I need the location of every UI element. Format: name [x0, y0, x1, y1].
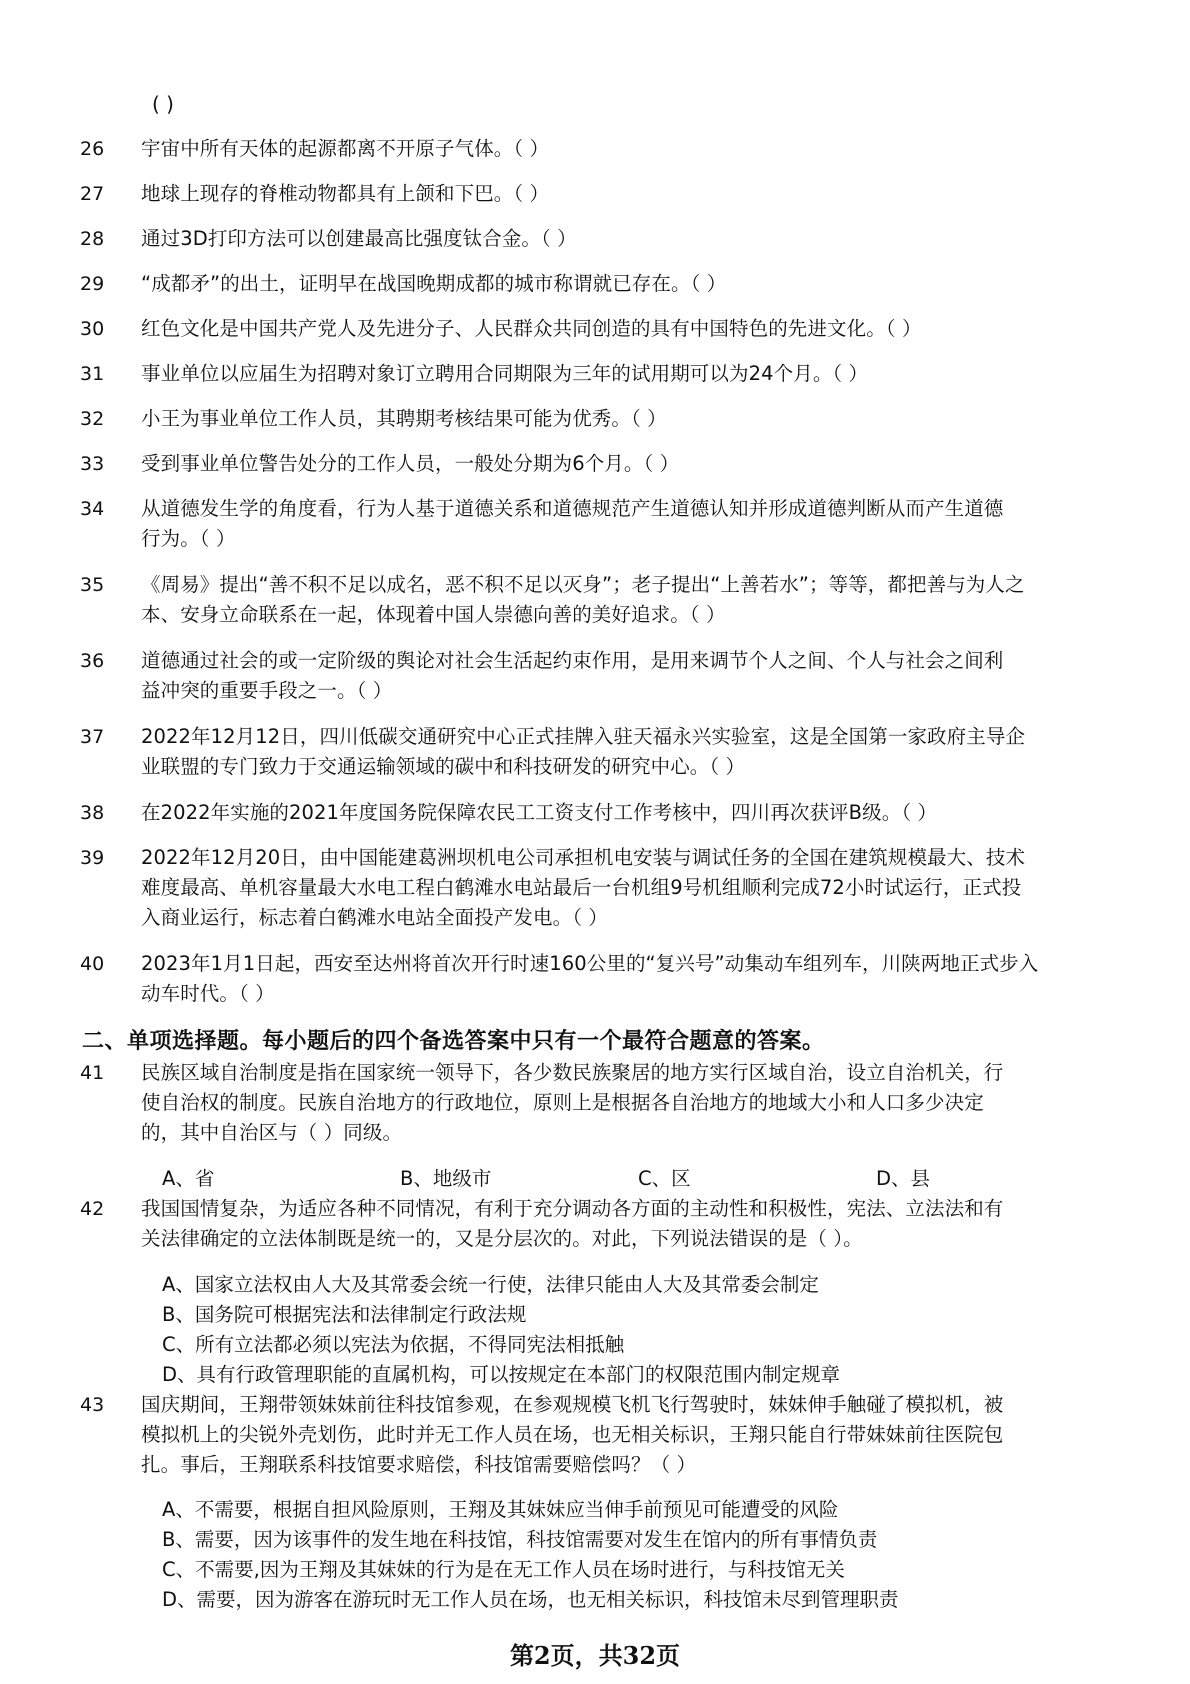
- question-text-line-1: 2023年1月1日起，西安至达州将首次开行时速160公里的“复兴号”动集动车组列车，川陕两地正式步入: [141, 952, 1039, 975]
- question-number: 34: [80, 498, 105, 520]
- question-number: 30: [80, 318, 105, 340]
- question-text-line-2: 使自治权的制度。民族自治地方的行政地位，原则上是根据各自治地方的地域大小和人口多少决定: [141, 1091, 984, 1114]
- question-number: 33: [80, 453, 105, 475]
- question-text-line-1: 2022年12月20日，由中国能建葛洲坝机电公司承担机电安装与调试任务的全国在建筑规模最大、技术: [141, 846, 1026, 869]
- question-number: 41: [80, 1062, 105, 1084]
- question-text-line-1: 《周易》提出“善不积不足以成名，恶不积不足以灭身”；老子提出“上善若水”；等等，都把善与为人之: [141, 573, 1025, 596]
- question-number: 28: [80, 228, 105, 250]
- question-number: 43: [80, 1394, 105, 1416]
- question-number: 36: [80, 650, 105, 672]
- question-text-line-1: 从道德发生学的角度看，行为人基于道德关系和道德规范产生道德认知并形成道德判断从而产生道德: [141, 497, 1004, 520]
- option-a: A、不需要，根据自担风险原则，王翔及其妹妹应当伸手前预见可能遭受的风险: [162, 1498, 839, 1521]
- question-text: 在2022年实施的2021年度国务院保障农民工工资支付工作考核中，四川再次获评B级。（ ）: [141, 801, 938, 824]
- question-text: 红色文化是中国共产党人及先进分子、人民群众共同创造的具有中国特色的先进文化。（ ）: [141, 317, 922, 340]
- question-number: 27: [80, 183, 105, 205]
- question-text-line-1: 民族区域自治制度是指在国家统一领导下，各少数民族聚居的地方实行区域自治，设立自治机关，行: [141, 1061, 1004, 1084]
- question-text: 事业单位以应届生为招聘对象订立聘用合同期限为三年的试用期可以为24个月。（ ）: [141, 362, 869, 385]
- page-footer: 第2页，共32页: [509, 1641, 681, 1670]
- option-d: D、具有行政管理职能的直属机构，可以按规定在本部门的权限范围内制定规章: [162, 1363, 841, 1386]
- question-text-line-1: 道德通过社会的或一定阶级的舆论对社会生活起约束作用，是用来调节个人之间、个人与社会之间利: [141, 649, 1004, 672]
- question-number: 38: [80, 802, 105, 824]
- option-d: D、需要，因为游客在游玩时无工作人员在场，也无相关标识，科技馆未尽到管理职责: [162, 1588, 899, 1611]
- question-number: 29: [80, 273, 105, 295]
- option-c: C、不需要,因为王翔及其妹妹的行为是在无工作人员在场时进行，与科技馆无关: [162, 1558, 845, 1581]
- question-number: 40: [80, 953, 105, 975]
- question-text-line-1: 我国国情复杂，为适应各种不同情况，有利于充分调动各方面的主动性和积极性，宪法、立法法和有: [141, 1197, 1004, 1220]
- continued-answer-blank: ( ): [152, 92, 174, 116]
- question-text: 小王为事业单位工作人员，其聘期考核结果可能为优秀。（ ）: [141, 407, 667, 430]
- question-text-line-1: 国庆期间，王翔带领妹妹前往科技馆参观，在参观规模飞机飞行驾驶时，妹妹伸手触碰了模拟机，被: [141, 1393, 1004, 1416]
- question-text-line-2: 关法律确定的立法体制既是统一的，又是分层次的。对此，下列说法错误的是（ ）。: [141, 1227, 863, 1250]
- question-text: 宇宙中所有天体的起源都离不开原子气体。（ ）: [141, 137, 550, 160]
- question-text-line-3: 入商业运行，标志着白鹤滩水电站全面投产发电。（ ）: [141, 906, 608, 929]
- question-text-line-3: 的，其中自治区与（ ）同级。: [141, 1121, 403, 1144]
- option-b: B、地级市: [400, 1167, 492, 1190]
- question-text-line-2: 业联盟的专门致力于交通运输领域的碳中和科技研发的研究中心。（ ）: [141, 755, 746, 778]
- option-c: C、所有立法都必须以宪法为依据，不得同宪法相抵触: [162, 1333, 625, 1356]
- question-text-line-2: 行为。（ ）: [141, 527, 236, 550]
- option-d: D、县: [876, 1167, 931, 1190]
- question-text: 通过3D打印方法可以创建最高比强度钛合金。（ ）: [141, 227, 577, 250]
- question-text-line-2: 益冲突的重要手段之一。（ ）: [141, 679, 393, 702]
- question-text-line-2: 模拟机上的尖锐外壳划伤，此时并无工作人员在场，也无相关标识，王翔只能自行带妹妹前往医院包: [141, 1423, 1004, 1446]
- question-text: “成都矛”的出土，证明早在战国晚期成都的城市称谓就已存在。（ ）: [141, 272, 727, 295]
- question-number: 39: [80, 847, 105, 869]
- question-text-line-3: 扎。事后，王翔联系科技馆要求赔偿，科技馆需要赔偿吗？（ ）: [141, 1453, 697, 1476]
- question-number: 35: [80, 574, 105, 596]
- option-b: B、国务院可根据宪法和法律制定行政法规: [162, 1303, 527, 1326]
- question-text-line-1: 2022年12月12日，四川低碳交通研究中心正式挂牌入驻天福永兴实验室，这是全国第一家政府主导企: [141, 725, 1026, 748]
- question-number: 26: [80, 138, 105, 160]
- question-text: 地球上现存的脊椎动物都具有上颌和下巴。（ ）: [141, 182, 550, 205]
- question-number: 31: [80, 363, 105, 385]
- option-a: A、国家立法权由人大及其常委会统一行使，法律只能由人大及其常委会制定: [162, 1273, 819, 1296]
- question-number: 32: [80, 408, 105, 430]
- question-text: 受到事业单位警告处分的工作人员，一般处分期为6个月。（ ）: [141, 452, 680, 475]
- question-text-line-2: 难度最高、单机容量最大水电工程白鹤滩水电站最后一台机组9号机组顺利完成72小时试运行，正式投: [141, 876, 1022, 899]
- option-a: A、省: [162, 1167, 215, 1190]
- question-text-line-2: 本、安身立命联系在一起，体现着中国人崇德向善的美好追求。（ ）: [141, 603, 726, 626]
- section-title: 二、单项选择题。每小题后的四个备选答案中只有一个最符合题意的答案。: [82, 1029, 825, 1054]
- option-c: C、区: [638, 1167, 691, 1190]
- question-text-line-2: 动车时代。（ ）: [141, 982, 275, 1005]
- option-b: B、需要，因为该事件的发生地在科技馆，科技馆需要对发生在馆内的所有事情负责: [162, 1528, 878, 1551]
- question-number: 37: [80, 726, 105, 748]
- question-number: 42: [80, 1198, 105, 1220]
